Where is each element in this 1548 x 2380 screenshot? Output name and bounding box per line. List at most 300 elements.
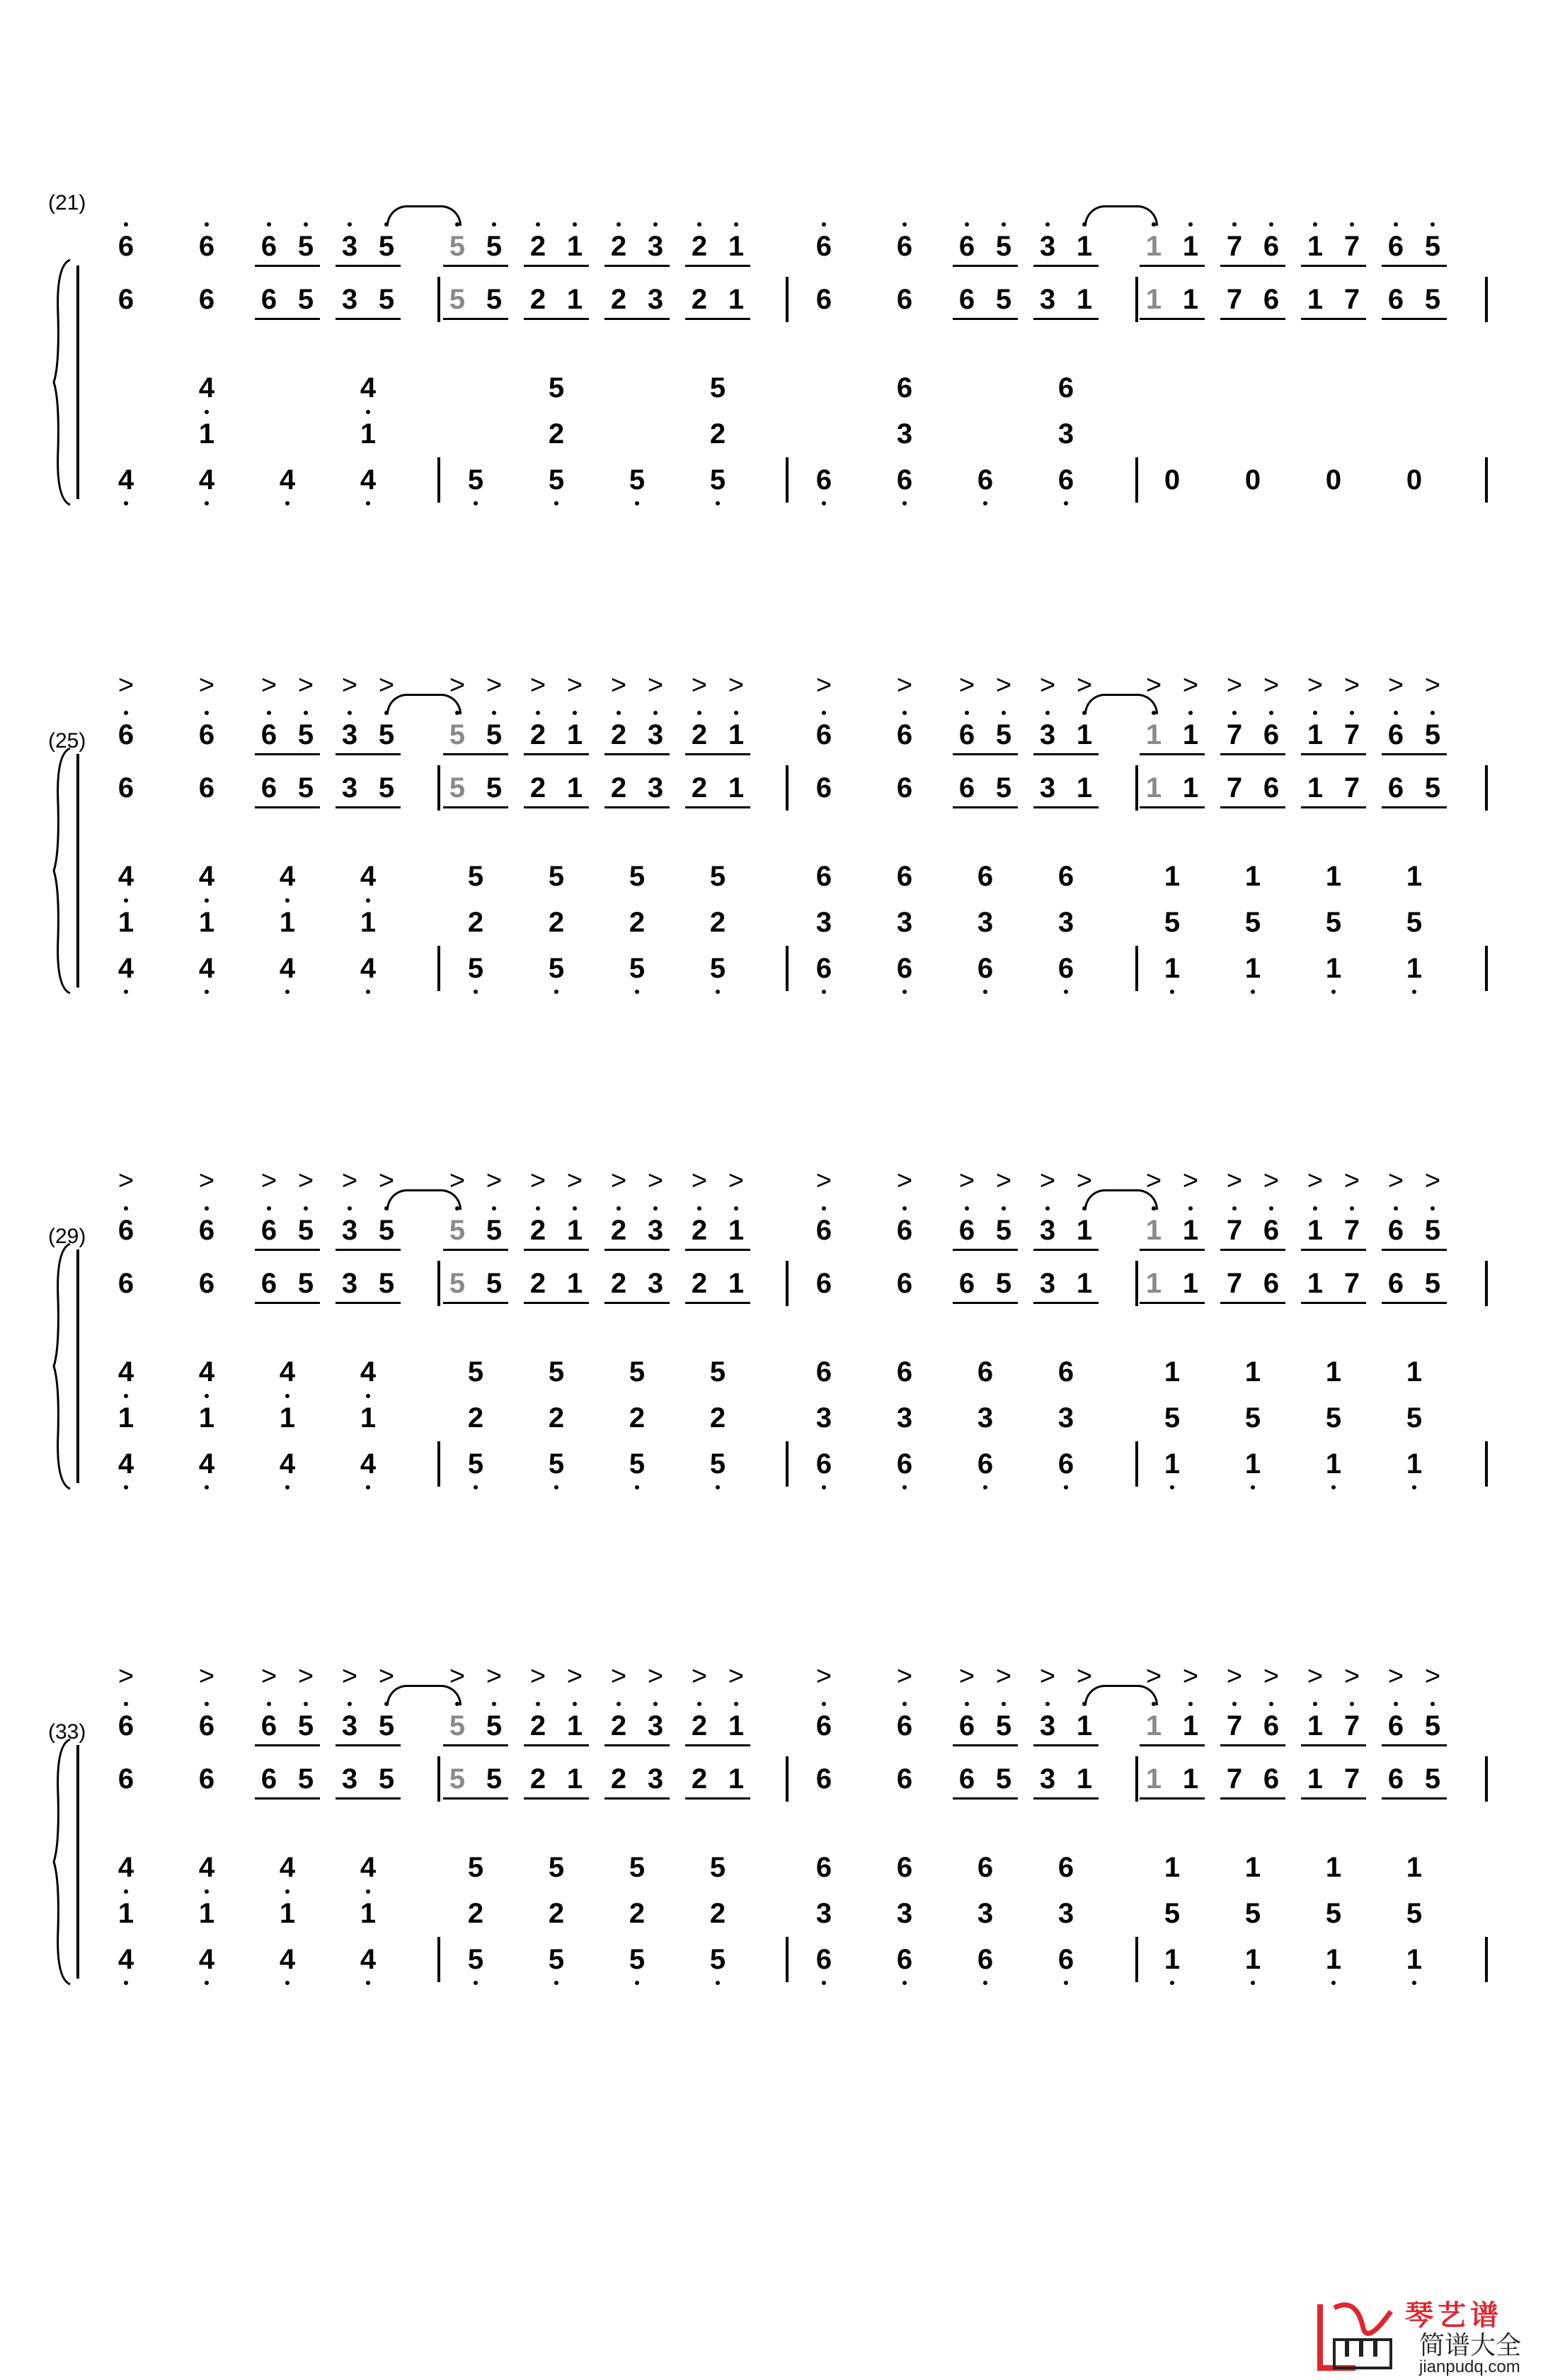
note: 2 (529, 1268, 546, 1299)
note: 6 (896, 1448, 913, 1480)
accent-mark: > (1145, 1166, 1162, 1196)
system-4 (0, 1661, 1548, 2025)
octave-dot (1269, 711, 1273, 715)
note: 2 (610, 1763, 627, 1795)
accent-mark: > (1182, 1166, 1199, 1196)
system-2 (0, 670, 1548, 1034)
note: 6 (117, 284, 134, 315)
note: 1 (1182, 231, 1199, 262)
logo-mark-icon (1313, 2290, 1405, 2375)
note: 5 (1325, 907, 1342, 938)
note: 1 (117, 1898, 134, 1929)
note: 6 (977, 1448, 994, 1480)
note: 5 (1406, 907, 1423, 938)
octave-dot (348, 1206, 352, 1211)
accent-mark: > (449, 1661, 466, 1691)
note: 5 (1164, 1898, 1181, 1929)
note: 1 (279, 1402, 296, 1434)
beam-underline (1220, 806, 1285, 808)
note: 2 (467, 907, 484, 938)
row-rh-bottom (0, 1759, 1548, 1799)
tie-arc (1084, 694, 1158, 714)
note: 1 (1325, 1944, 1342, 1975)
accent-mark: > (691, 1166, 708, 1196)
note: 6 (815, 1944, 832, 1975)
accent-mark: > (1387, 670, 1404, 700)
beam-underline (953, 753, 1018, 755)
note: 3 (1039, 1763, 1056, 1795)
octave-dot (1313, 711, 1317, 715)
note: 5 (467, 1944, 484, 1975)
note: 4 (117, 1448, 134, 1480)
note: 2 (610, 1215, 627, 1246)
octave-dot (124, 898, 128, 903)
note: 5 (629, 1852, 646, 1883)
octave-dot (285, 898, 289, 903)
note: 3 (1039, 1215, 1056, 1246)
note: 3 (341, 1763, 358, 1795)
note: 5 (467, 1448, 484, 1480)
note: 5 (1424, 231, 1441, 262)
accent-mark: > (1226, 1166, 1243, 1196)
octave-dot (1251, 990, 1255, 994)
note: 4 (198, 372, 215, 404)
octave-dot (366, 1485, 370, 1489)
beam-underline (685, 318, 750, 320)
beam-underline (255, 1249, 320, 1251)
note: 5 (1424, 1710, 1441, 1741)
note: 6 (117, 1215, 134, 1246)
octave-dot (304, 222, 308, 227)
note: 5 (297, 1268, 314, 1299)
accent-mark: > (529, 670, 546, 700)
note: 5 (548, 1852, 565, 1883)
note: 6 (1387, 1215, 1404, 1246)
note: 1 (1325, 953, 1342, 984)
octave-dot (304, 1206, 308, 1211)
beam-underline (1382, 318, 1447, 320)
note: 1 (1145, 1763, 1162, 1795)
note: 5 (629, 1944, 646, 1975)
beam-underline (336, 1744, 401, 1746)
accent-mark: > (378, 1661, 395, 1691)
note: 3 (896, 418, 913, 450)
note: 5 (378, 284, 395, 315)
note: 2 (709, 907, 726, 938)
note: 5 (467, 953, 484, 984)
octave-dot (573, 1702, 577, 1706)
note: 5 (548, 1448, 565, 1480)
beam-underline (1140, 806, 1205, 808)
note: 6 (896, 284, 913, 315)
note: 6 (977, 953, 994, 984)
note: 1 (1182, 284, 1199, 315)
note: 1 (198, 1898, 215, 1929)
note: 6 (815, 1356, 832, 1388)
accent-mark: > (1145, 670, 1162, 700)
octave-dot (124, 501, 128, 505)
note: 6 (958, 1268, 975, 1299)
note: 6 (958, 1710, 975, 1741)
octave-dot (554, 501, 558, 505)
note: 1 (1145, 719, 1162, 750)
system-1 (0, 191, 1548, 545)
note: 5 (449, 1215, 466, 1246)
note: 6 (896, 1710, 913, 1741)
measure-number: (33) (48, 1720, 86, 1744)
note: 6 (896, 464, 913, 496)
octave-dot (734, 222, 738, 227)
octave-dot (697, 222, 701, 227)
note: 3 (896, 1402, 913, 1434)
note: 6 (1263, 719, 1280, 750)
accent-mark: > (1182, 1661, 1199, 1691)
note: 6 (198, 772, 215, 803)
beam-underline (443, 1744, 508, 1746)
octave-dot (1002, 222, 1006, 227)
note: 7 (1343, 1215, 1360, 1246)
accent-mark: > (297, 1166, 314, 1196)
note: 5 (1164, 1402, 1181, 1434)
accent-mark: > (1039, 1661, 1056, 1691)
note: 6 (958, 1763, 975, 1795)
octave-dot (965, 1206, 969, 1211)
note: 4 (360, 1944, 377, 1975)
note: 6 (117, 1763, 134, 1795)
note: 2 (691, 772, 708, 803)
note: 1 (1307, 1268, 1324, 1299)
note: 1 (1076, 1710, 1093, 1741)
note: 6 (198, 284, 215, 315)
beam-underline (1301, 1797, 1366, 1800)
octave-dot (822, 501, 826, 505)
note: 1 (1076, 1215, 1093, 1246)
note: 5 (378, 719, 395, 750)
note: 7 (1343, 719, 1360, 750)
note: 5 (378, 1268, 395, 1299)
note: 4 (117, 1356, 134, 1388)
note: 1 (1076, 231, 1093, 262)
beam-underline (1140, 318, 1205, 320)
octave-dot (1188, 1702, 1193, 1706)
octave-dot (1188, 711, 1193, 715)
octave-dot (285, 1889, 289, 1894)
note: 6 (815, 953, 832, 984)
note: 1 (728, 772, 745, 803)
note: 3 (341, 772, 358, 803)
note: 6 (977, 464, 994, 496)
accent-mark: > (691, 1661, 708, 1691)
accent-mark: > (486, 1661, 503, 1691)
note: 4 (198, 1448, 215, 1480)
note: 6 (896, 772, 913, 803)
note: 1 (1182, 1710, 1199, 1741)
note: 6 (896, 861, 913, 892)
note: 1 (1145, 231, 1162, 262)
octave-dot (492, 1206, 496, 1211)
note: 2 (629, 1898, 646, 1929)
beam-underline (1220, 1744, 1285, 1746)
octave-dot (554, 990, 558, 994)
note: 5 (709, 1852, 726, 1883)
accent-mark: > (1226, 1661, 1243, 1691)
note: 1 (1182, 1268, 1199, 1299)
note: 6 (1057, 953, 1074, 984)
note: 4 (117, 1852, 134, 1883)
octave-dot (1412, 1981, 1416, 1985)
note: 5 (629, 953, 646, 984)
octave-dot (124, 1394, 128, 1398)
beam-underline (685, 265, 750, 267)
octave-dot (366, 990, 370, 994)
note: 6 (1387, 719, 1404, 750)
accent-mark: > (1182, 670, 1199, 700)
note: 5 (1244, 1402, 1261, 1434)
note: 4 (360, 464, 377, 496)
octave-dot (965, 711, 969, 715)
note: 1 (1244, 1852, 1261, 1883)
beam-underline (953, 806, 1018, 808)
octave-dot (205, 1206, 209, 1211)
note: 5 (486, 1268, 503, 1299)
note: 6 (815, 1763, 832, 1795)
note: 2 (610, 284, 627, 315)
row-lh-top (0, 1848, 1548, 1887)
note: 5 (709, 464, 726, 496)
note: 5 (378, 231, 395, 262)
note: 5 (297, 231, 314, 262)
note: 7 (1226, 284, 1243, 315)
octave-dot (573, 222, 577, 227)
beam-underline (1140, 1249, 1205, 1251)
note: 1 (566, 719, 583, 750)
note: 1 (728, 231, 745, 262)
octave-dot (1170, 1981, 1174, 1985)
note: 5 (449, 1763, 466, 1795)
note: 6 (958, 231, 975, 262)
beam-underline (1301, 1744, 1366, 1746)
octave-dot (304, 1702, 308, 1706)
note: 1 (1325, 1356, 1342, 1388)
note: 6 (1387, 284, 1404, 315)
octave-dot (653, 222, 658, 227)
note: 4 (360, 1448, 377, 1480)
octave-dot (366, 501, 370, 505)
note: 2 (529, 284, 546, 315)
accent-mark: > (1263, 1661, 1280, 1691)
octave-dot (1064, 1981, 1068, 1985)
note: 3 (1057, 1402, 1074, 1434)
octave-dot (902, 222, 907, 227)
octave-dot (1431, 711, 1435, 715)
octave-dot (536, 711, 540, 715)
octave-dot (205, 1889, 209, 1894)
accent-mark: > (117, 1661, 134, 1691)
octave-dot (822, 1206, 826, 1211)
octave-dot (536, 1206, 540, 1211)
accent-mark: > (486, 670, 503, 700)
note: 6 (815, 231, 832, 262)
row-lh-mid (0, 903, 1548, 942)
note: 1 (566, 1710, 583, 1741)
note: 6 (1057, 1448, 1074, 1480)
note: 4 (117, 464, 134, 496)
note: 4 (279, 1852, 296, 1883)
beam-underline (255, 1744, 320, 1746)
note: 7 (1226, 231, 1243, 262)
beam-underline (443, 753, 508, 755)
note: 6 (1057, 1944, 1074, 1975)
accent-mark: > (1307, 670, 1324, 700)
accent-mark: > (1307, 1661, 1324, 1691)
note: 6 (198, 1268, 215, 1299)
beam-underline (1033, 1302, 1099, 1304)
beam-underline (1140, 753, 1205, 755)
octave-dot (1232, 1206, 1237, 1211)
beam-underline (443, 1249, 508, 1251)
beam-underline (685, 806, 750, 808)
note: 5 (1164, 907, 1181, 938)
note: 5 (709, 372, 726, 404)
note: 6 (1387, 1268, 1404, 1299)
note: 1 (1145, 1710, 1162, 1741)
note: 5 (486, 1763, 503, 1795)
note: 5 (709, 861, 726, 892)
octave-dot (1170, 990, 1174, 994)
note: 4 (117, 861, 134, 892)
note: 1 (566, 231, 583, 262)
note: 2 (610, 1268, 627, 1299)
accent-mark: > (449, 1166, 466, 1196)
octave-dot (734, 1702, 738, 1706)
octave-dot (348, 1702, 352, 1706)
row-rh-top (0, 670, 1548, 755)
note: 5 (486, 1710, 503, 1741)
note: 3 (341, 1268, 358, 1299)
beam-underline (604, 1744, 670, 1746)
note: 5 (486, 1215, 503, 1246)
beam-underline (336, 806, 401, 808)
tie-arc (1084, 1189, 1158, 1210)
note: 1 (728, 1763, 745, 1795)
site-logo (1313, 2290, 1547, 2380)
octave-dot (1045, 1206, 1050, 1211)
beam-underline (336, 753, 401, 755)
beam-underline (255, 753, 320, 755)
note: 4 (198, 861, 215, 892)
note: 3 (647, 772, 664, 803)
beam-underline (255, 265, 320, 267)
note: 6 (117, 231, 134, 262)
row-rh-top (0, 1166, 1548, 1250)
beam-underline (1220, 1797, 1285, 1800)
octave-dot (124, 990, 128, 994)
note: 4 (279, 1944, 296, 1975)
beam-underline (1301, 318, 1366, 320)
octave-dot (1188, 1206, 1193, 1211)
beam-underline (524, 265, 589, 267)
note: 6 (958, 719, 975, 750)
note: 5 (1424, 772, 1441, 803)
octave-dot (492, 1702, 496, 1706)
accent-mark: > (815, 1166, 832, 1196)
octave-dot (554, 1981, 558, 1985)
beam-underline (953, 318, 1018, 320)
note: 0 (1244, 464, 1261, 496)
note: 6 (815, 464, 832, 496)
accent-mark: > (958, 1661, 975, 1691)
row-rh-top (0, 227, 1548, 266)
accent-mark: > (566, 1661, 583, 1691)
note: 6 (1387, 1710, 1404, 1741)
accent-mark: > (896, 1166, 913, 1196)
note: 4 (279, 1448, 296, 1480)
note: 5 (449, 719, 466, 750)
note: 6 (198, 719, 215, 750)
note: 6 (260, 1763, 277, 1795)
accent-mark: > (958, 1166, 975, 1196)
note: 3 (341, 719, 358, 750)
octave-dot (902, 1206, 907, 1211)
octave-dot (1431, 1702, 1435, 1706)
note: 6 (977, 1852, 994, 1883)
note: 3 (341, 1710, 358, 1741)
note: 5 (709, 1944, 726, 1975)
note: 5 (378, 1710, 395, 1741)
octave-dot (965, 222, 969, 227)
beam-underline (443, 1302, 508, 1304)
note: 1 (566, 1268, 583, 1299)
octave-dot (304, 711, 308, 715)
note: 6 (117, 719, 134, 750)
tie-arc (386, 1189, 461, 1210)
note: 6 (896, 719, 913, 750)
logo-url: jianpudq.com (1419, 2357, 1520, 2376)
note: 6 (896, 953, 913, 984)
octave-dot (1431, 222, 1435, 227)
note: 2 (529, 1763, 546, 1795)
beam-underline (1301, 806, 1366, 808)
octave-dot (285, 1394, 289, 1398)
note: 2 (548, 1402, 565, 1434)
note: 3 (341, 231, 358, 262)
note: 0 (1406, 464, 1423, 496)
octave-dot (697, 1702, 701, 1706)
beam-underline (443, 1797, 508, 1800)
octave-dot (902, 501, 907, 505)
octave-dot (716, 1981, 720, 1985)
note: 6 (260, 1710, 277, 1741)
note: 2 (691, 719, 708, 750)
note: 6 (896, 1356, 913, 1388)
note: 5 (486, 719, 503, 750)
note: 2 (691, 231, 708, 262)
note: 1 (1076, 284, 1093, 315)
row-rh-top (0, 1661, 1548, 1746)
note: 1 (1244, 1448, 1261, 1480)
note: 3 (341, 1215, 358, 1246)
beam-underline (1033, 806, 1099, 808)
octave-dot (1251, 1981, 1255, 1985)
accent-mark: > (815, 1661, 832, 1691)
note: 1 (1406, 1944, 1423, 1975)
octave-dot (734, 1206, 738, 1211)
note: 7 (1343, 231, 1360, 262)
note: 1 (566, 1763, 583, 1795)
accent-mark: > (1263, 670, 1280, 700)
note: 5 (548, 1944, 565, 1975)
octave-dot (1331, 1981, 1336, 1985)
